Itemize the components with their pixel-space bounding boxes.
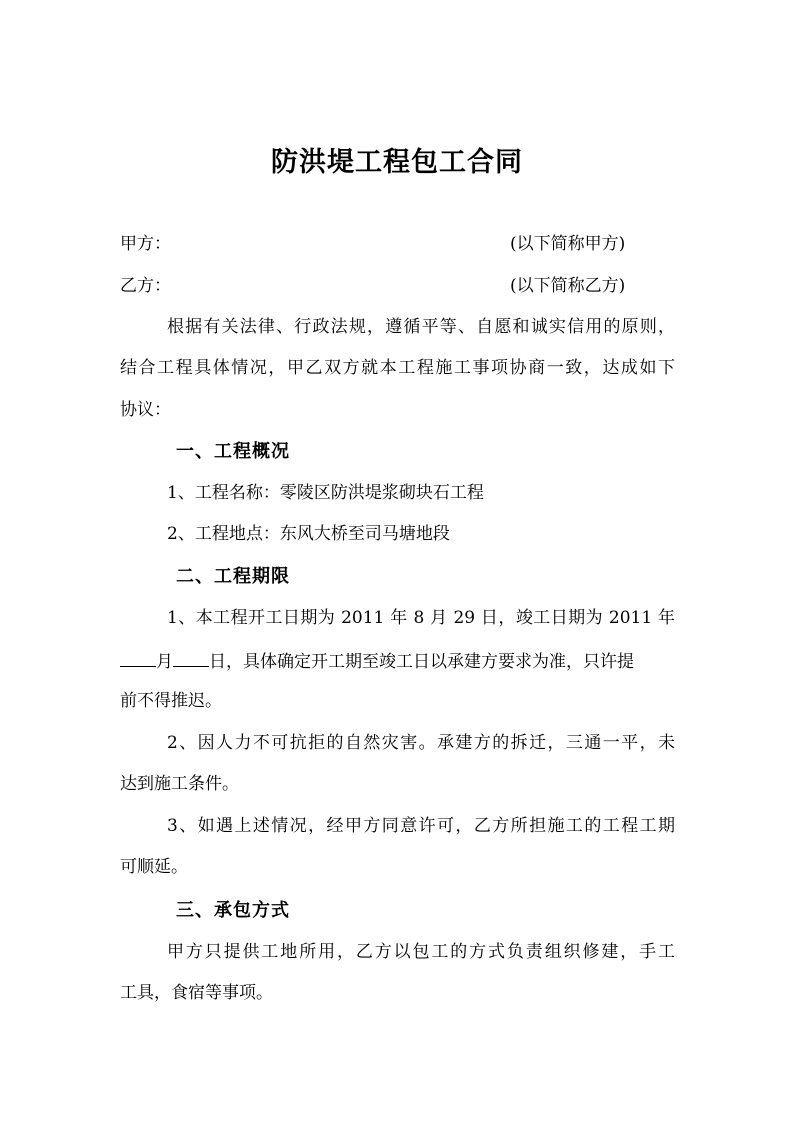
month-label: 月 — [156, 652, 173, 672]
intro-paragraph-line-2: 结合工程具体情况，甲乙双方就本工程施工事项协商一致，达成如下 — [120, 358, 675, 378]
section-heading-overview: 一、工程概况 — [176, 441, 290, 462]
section-heading-contract-method: 三、承包方式 — [176, 900, 290, 921]
month-blank[interactable] — [120, 648, 156, 667]
duration-item-2-line-2: 达到施工条件。 — [120, 774, 239, 794]
party-b-label: 乙方： — [120, 276, 171, 296]
duration-item-1-line-2-text: 日，具体确定开工期至竣工日以承建方要求为准，只许提 — [209, 652, 634, 672]
duration-item-2-line-1: 2、因人力不可抗拒的自然灾害。承建方的拆迁，三通一平，未 — [167, 733, 675, 753]
duration-item-1-line-1: 1、本工程开工日期为 2011 年 8 月 29 日，竣工日期为 2011 年 — [167, 608, 675, 628]
duration-item-3-line-1: 3、如遇上述情况，经甲方同意许可，乙方所担施工的工程工期 — [167, 816, 675, 836]
duration-item-3-line-2: 可顺延。 — [120, 857, 188, 877]
section-heading-duration: 二、工程期限 — [176, 566, 290, 587]
party-b-note: (以下简称乙方) — [510, 276, 626, 296]
document-title: 防洪堤工程包工合同 — [271, 147, 523, 178]
intro-paragraph-line-1: 根据有关法律、行政法规，遵循平等、自愿和诚实信用的原则， — [167, 317, 675, 337]
duration-item-1-line-2 — [120, 648, 675, 674]
project-location-item: 2、工程地点：东风大桥至司马塘地段 — [167, 524, 450, 544]
contract-method-line-2: 工具，食宿等事项。 — [120, 983, 273, 1003]
project-name-item: 1、工程名称：零陵区防洪堤浆砌块石工程 — [167, 483, 484, 503]
party-a-note: (以下简称甲方) — [510, 234, 626, 254]
day-blank[interactable] — [173, 648, 209, 667]
intro-paragraph-line-3: 协议： — [120, 400, 171, 420]
contract-method-line-1: 甲方只提供工地所用，乙方以包工的方式负责组织修建，手工 — [167, 942, 675, 962]
party-a-label: 甲方： — [120, 234, 171, 254]
duration-item-1-line-3: 前不得推迟。 — [120, 691, 222, 711]
